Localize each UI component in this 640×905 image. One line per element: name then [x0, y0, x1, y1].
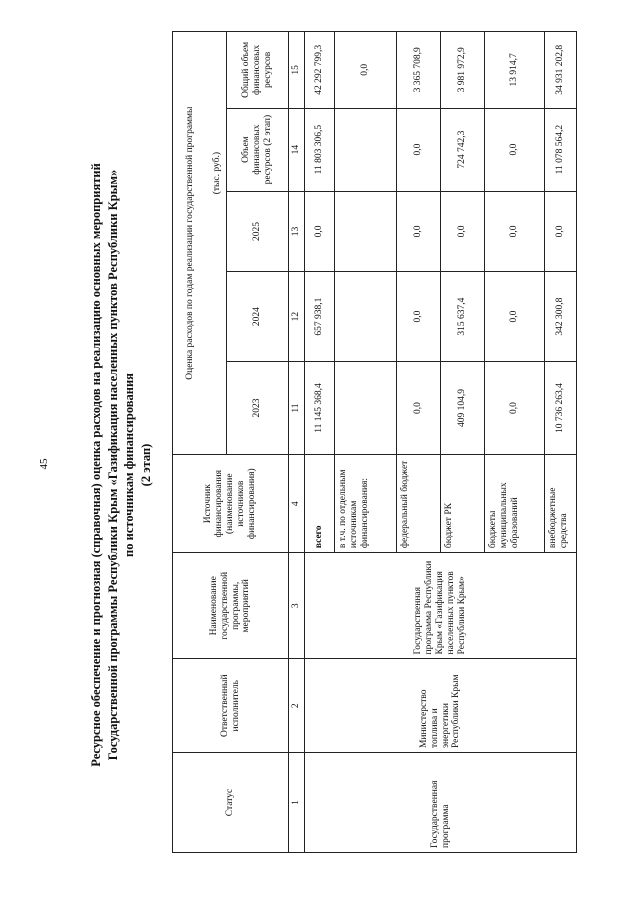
title-line: Ресурсное обеспечение и прогнозная (справочная) оценка расходов на реализацию основных мероприятий	[89, 163, 103, 767]
column-number: 2	[289, 659, 305, 753]
column-number: 4	[289, 455, 305, 553]
status-cell: Государственная программа	[305, 753, 577, 853]
column-number: 11	[289, 361, 305, 455]
value-total: 13 914,7	[485, 32, 545, 109]
header-year-2023: 2023	[227, 361, 289, 455]
value-stage: 11 803 306,5	[305, 108, 335, 191]
value-stage: 11 078 564,2	[545, 108, 577, 191]
value-2025: 0,0	[441, 191, 485, 272]
value-stage: 0,0	[485, 108, 545, 191]
value-2024: 0,0	[397, 272, 441, 361]
source-extrabudgetary: внебюджетные средства	[545, 455, 577, 553]
source-regional: бюджет РК	[441, 455, 485, 553]
value-2024: 342 300,8	[545, 272, 577, 361]
header-year-2024: 2024	[227, 272, 289, 361]
column-number: 3	[289, 553, 305, 659]
value-2023: 0,0	[485, 361, 545, 455]
header-stage-volume: Объем финансовых ресурсов (2 этап)	[227, 108, 289, 191]
value-stage: 0,0	[397, 108, 441, 191]
header-source: Источник финансирования (наименование источников финансирования)	[173, 455, 289, 553]
header-unit: (тыс. руб.)	[209, 32, 227, 455]
title-line: по источникам финансирования	[122, 373, 136, 557]
program-cell: Государственная программа Республики Крым «Газификация населенных пунктов Республики Крым»	[305, 553, 577, 659]
value-total: 34 931 202,8	[545, 32, 577, 109]
source-federal: федеральный бюджет	[397, 455, 441, 553]
source-total: всего	[305, 455, 335, 553]
value-stage: 724 742,3	[441, 108, 485, 191]
header-total-volume: Общий объем финансовых ресурсов	[227, 32, 289, 109]
column-number: 12	[289, 272, 305, 361]
source-municipal: бюджеты муниципальных образований	[485, 455, 545, 553]
column-number: 1	[289, 753, 305, 853]
resource-table	[172, 31, 577, 853]
value-2025: 0,0	[545, 191, 577, 272]
header-status: Статус	[173, 753, 289, 853]
header-year-2025: 2025	[227, 191, 289, 272]
title-line: (2 этап)	[138, 443, 153, 487]
value-total: 3 981 972,9	[441, 32, 485, 109]
column-number: 13	[289, 191, 305, 272]
value-2024: 315 637,4	[441, 272, 485, 361]
value-2024	[335, 272, 397, 361]
value-2025: 0,0	[485, 191, 545, 272]
value-stage	[335, 108, 397, 191]
header-program-name: Наименование государственной программы, мероприятий	[173, 553, 289, 659]
value-2023: 0,0	[397, 361, 441, 455]
value-2024: 0,0	[485, 272, 545, 361]
value-2023	[335, 361, 397, 455]
value-2023: 11 145 368,4	[305, 361, 335, 455]
value-2025	[335, 191, 397, 272]
value-total: 0,0	[335, 32, 397, 109]
executor-cell: Министерство топлива и энергетики Республики Крым	[305, 659, 577, 753]
column-number: 14	[289, 108, 305, 191]
value-2025: 0,0	[305, 191, 335, 272]
value-2023: 409 104,9	[441, 361, 485, 455]
value-total: 3 365 708,9	[397, 32, 441, 109]
value-2025: 0,0	[397, 191, 441, 272]
page-number: 45	[38, 458, 50, 470]
value-2024: 657 938,1	[305, 272, 335, 361]
header-executor: Ответственный исполнитель	[173, 659, 289, 753]
document-title	[88, 65, 154, 865]
column-number: 15	[289, 32, 305, 109]
value-2023: 10 736 263,4	[545, 361, 577, 455]
title-line: Государственной программы Республики Крым «Газификация населенных пунктов Республики Крым»	[105, 169, 120, 761]
value-total: 42 292 799,3	[305, 32, 335, 109]
header-estimate: Оценка расходов по годам реализации государственной программы	[173, 32, 209, 455]
source-breakdown-label: в т.ч. по отдельным источникам финансирования:	[335, 455, 397, 553]
